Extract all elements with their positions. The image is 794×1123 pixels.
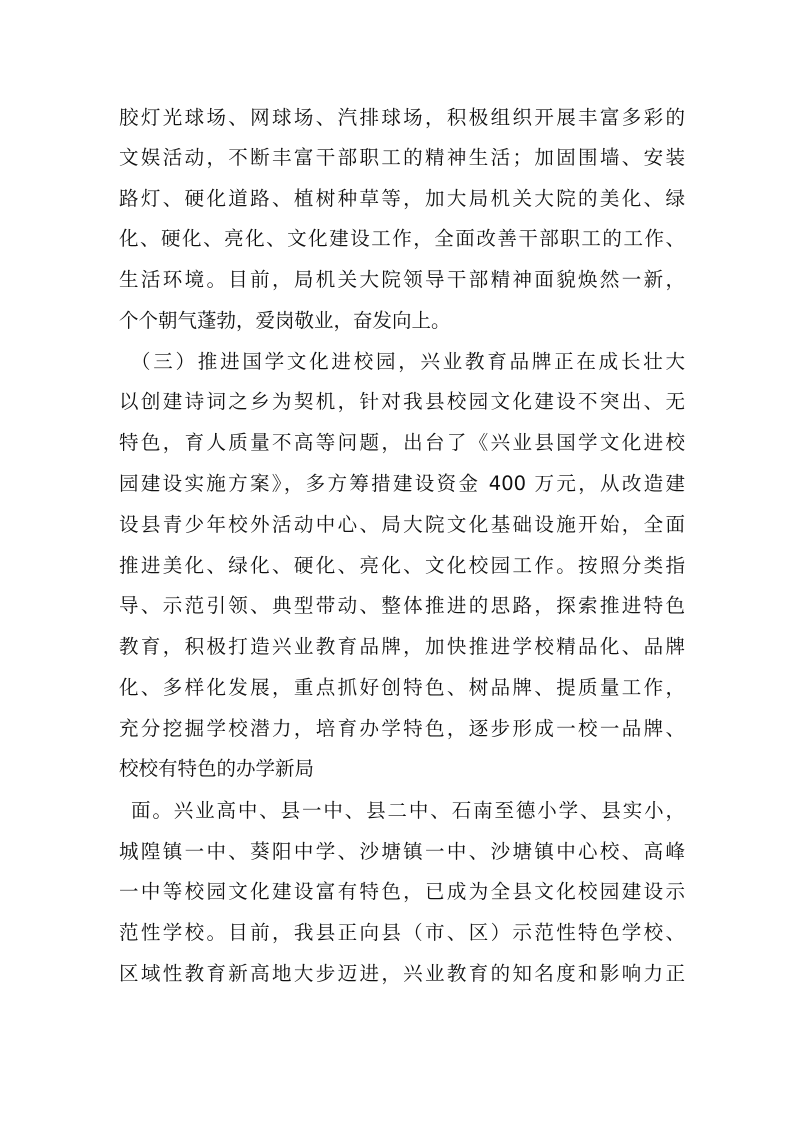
paragraph-line: 以创建诗词之乡为契机，针对我县校园文化建设不突出、无 xyxy=(119,390,685,413)
paragraph-line: 特色，育人质量不高等问题，出台了《兴业县国学文化进校 xyxy=(119,431,685,454)
paragraph-line: 文娱活动，不断丰富干部职工的精神生活；加固围墙、安装 xyxy=(119,146,685,169)
paragraph-line: 胶灯光球场、网球场、汽排球场，积极组织开展丰富多彩的 xyxy=(119,106,685,129)
paragraph-line: 区域性教育新高地大步迈进，兴业教育的知名度和影响力正 xyxy=(119,962,685,985)
paragraph-line: 设县青少年校外活动中心、局大院文化基础设施开始，全面 xyxy=(119,513,685,536)
paragraph-line: 范性学校。目前，我县正向县（市、区）示范性特色学校、 xyxy=(119,921,685,944)
paragraph-line: 园建设实施方案》，多方筹措建设资金 400 万元，从改造建 xyxy=(119,472,685,495)
paragraph-line: 推进美化、绿化、硬化、亮化、文化校园工作。按照分类指 xyxy=(119,554,685,577)
paragraph-line: 一中等校园文化建设富有特色，已成为全县文化校园建设示 xyxy=(119,880,685,903)
paragraph-line: 充分挖掘学校潜力，培育办学特色，逐步形成一校一品牌、 xyxy=(119,717,685,740)
section-heading-line: （三）推进国学文化进校园，兴业教育品牌正在成长壮大 xyxy=(131,350,685,373)
paragraph-line: 化、硬化、亮化、文化建设工作，全面改善干部职工的工作、 xyxy=(119,227,685,250)
paragraph-line: 面。兴业高中、县一中、县二中、石南至德小学、县实小， xyxy=(131,799,685,822)
paragraph-line: 个个朝气蓬勃，爱岗敬业，奋发向上。 xyxy=(119,309,451,332)
paragraph-line: 教育，积极打造兴业教育品牌，加快推进学校精品化、品牌 xyxy=(119,635,685,658)
paragraph-line: 校校有特色的办学新局 xyxy=(119,757,315,780)
paragraph-line: 城隍镇一中、葵阳中学、沙塘镇一中、沙塘镇中心校、高峰 xyxy=(119,840,685,863)
paragraph-line: 路灯、硬化道路、植树种草等，加大局机关大院的美化、绿 xyxy=(119,187,685,210)
paragraph-line: 生活环境。目前，局机关大院领导干部精神面貌焕然一新， xyxy=(119,268,685,291)
paragraph-line: 导、示范引领、典型带动、整体推进的思路，探索推进特色 xyxy=(119,594,685,617)
paragraph-line: 化、多样化发展，重点抓好创特色、树品牌、提质量工作， xyxy=(119,676,685,699)
